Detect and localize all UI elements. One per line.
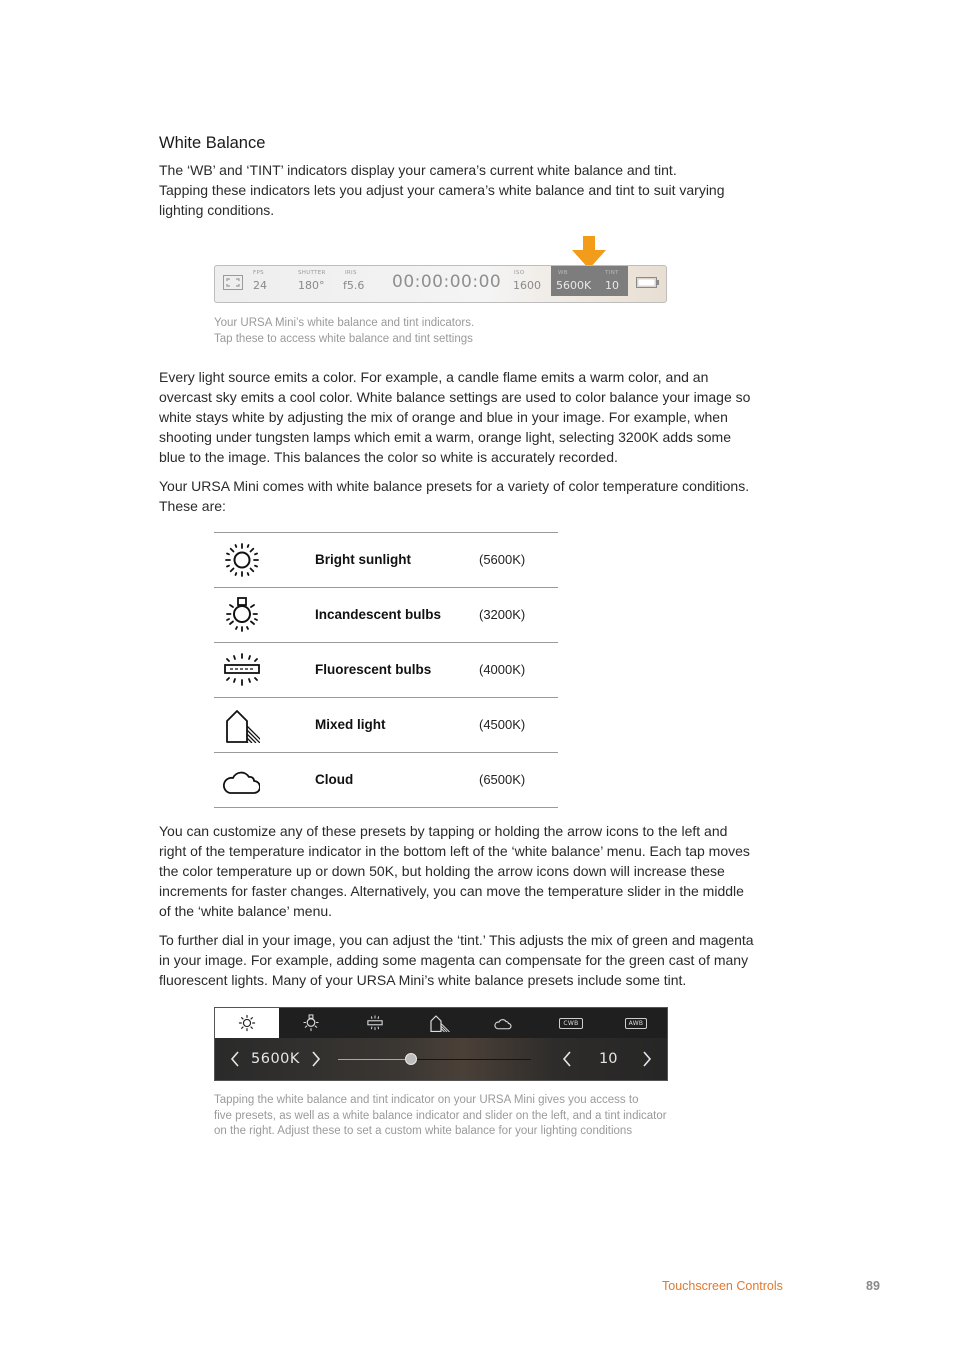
- paragraph-presets-intro: [159, 476, 749, 516]
- tint-value: 10: [599, 1051, 618, 1067]
- tab-cwb[interactable]: [539, 1008, 603, 1038]
- chevron-left-icon[interactable]: [562, 1051, 572, 1067]
- intro-line: lighting conditions.: [159, 202, 275, 218]
- tab-bright-sunlight[interactable]: [215, 1008, 279, 1038]
- tint-label: TINT: [605, 270, 619, 276]
- awb-label: AWB: [625, 1018, 648, 1029]
- caption-line: on the right. Adjust these to set a custom white balance for your lighting conditions: [214, 1125, 633, 1137]
- fps-label: FPS: [253, 270, 264, 276]
- paragraph-line: Every light source emits a color. For example, a candle flame emits a warm color, and an: [159, 369, 709, 385]
- sun-icon: [222, 542, 260, 578]
- tab-incandescent[interactable]: [279, 1008, 343, 1038]
- camera-status-bar: [214, 265, 667, 303]
- battery-icon: [636, 277, 660, 288]
- fluorescent-icon: [365, 1015, 385, 1031]
- chevron-right-icon[interactable]: [642, 1051, 652, 1067]
- paragraph-customize: [159, 821, 750, 921]
- bulb-icon: [222, 597, 260, 633]
- preset-row: [214, 588, 558, 643]
- iso-value[interactable]: 1600: [513, 279, 541, 292]
- paragraph-line: Your URSA Mini comes with white balance presets for a variety of color temperature conditions.: [159, 478, 750, 494]
- mixed-light-icon: [222, 707, 260, 743]
- paragraph-line: the color temperature up or down 50K, but holding the arrow icons down will increase these: [159, 863, 725, 879]
- preset-row: [214, 698, 558, 753]
- preset-name: Cloud: [315, 772, 354, 787]
- timecode: 00:00:00:00: [392, 272, 502, 292]
- chevron-right-icon[interactable]: [311, 1051, 321, 1067]
- intro-line: The ‘WB’ and ‘TINT’ indicators display your camera’s current white balance and tint.: [159, 162, 677, 178]
- intro-line: Tapping these indicators lets you adjust your camera’s white balance and tint to suit varying: [159, 182, 725, 198]
- wb-controls: [215, 1038, 667, 1080]
- caption-status-bar: [214, 316, 474, 347]
- footer-section-name: Touchscreen Controls: [662, 1279, 783, 1293]
- preset-temperature: (4500K): [479, 717, 526, 732]
- white-balance-menu: [214, 1007, 668, 1081]
- preset-tabs: [215, 1008, 667, 1038]
- paragraph-line: in your image. For example, adding some magenta can compensate for the green cast of many: [159, 952, 749, 968]
- preset-row: [214, 753, 558, 808]
- paragraph-line: shooting under tungsten lamps which emit a warm, orange light, selecting 3200K adds some: [159, 429, 731, 445]
- preset-row: [214, 533, 558, 588]
- wb-value: 5600K: [556, 279, 592, 292]
- preset-name: Mixed light: [315, 717, 386, 732]
- chevron-left-icon[interactable]: [230, 1051, 240, 1067]
- caption-line: Tapping the white balance and tint indicator on your URSA Mini gives you access to: [214, 1094, 639, 1106]
- tab-awb[interactable]: [604, 1008, 668, 1038]
- paragraph-line: These are:: [159, 498, 226, 514]
- preset-temperature: (3200K): [479, 607, 526, 622]
- paragraph-line: blue to the image. This balances the color so white is accurately recorded.: [159, 449, 618, 465]
- paragraph-line: fluorescent lights. Many of your URSA Mini’s white balance presets include some tint.: [159, 972, 687, 988]
- caption-line: Tap these to access white balance and tint settings: [214, 332, 473, 345]
- iso-label: ISO: [514, 270, 525, 276]
- intro-paragraph: [159, 160, 725, 220]
- slider-handle[interactable]: [405, 1053, 417, 1065]
- wb-tint-indicator[interactable]: [551, 266, 628, 296]
- tab-fluorescent[interactable]: [343, 1008, 407, 1038]
- paragraph-line: overcast sky emits a cool color. White balance settings are used to color balance your image so: [159, 389, 751, 405]
- sun-icon: [238, 1014, 256, 1032]
- paragraph-line: white stays white by adjusting the mix of orange and blue in your image. For example, when: [159, 409, 728, 425]
- cwb-label: CWB: [559, 1018, 582, 1029]
- temperature-slider[interactable]: [338, 1059, 531, 1060]
- temperature-value: 5600K: [251, 1051, 300, 1067]
- iris-value[interactable]: f5.6: [343, 279, 365, 292]
- preset-temperature: (6500K): [479, 772, 526, 787]
- iris-label: IRIS: [345, 270, 357, 276]
- page-number: 89: [866, 1279, 880, 1293]
- paragraph-line: right of the temperature indicator in the bottom left of the ‘white balance’ menu. Each tap moves: [159, 843, 750, 859]
- fluorescent-icon: [222, 652, 260, 688]
- shutter-value[interactable]: 180°: [298, 279, 325, 292]
- preset-row: [214, 643, 558, 698]
- caption-line: five presets, as well as a white balance indicator and slider on the left, and a tint indicator: [214, 1109, 667, 1122]
- caption-wb-menu: [214, 1093, 667, 1140]
- paragraph-line: of the ‘white balance’ menu.: [159, 903, 333, 919]
- fps-value[interactable]: 24: [253, 279, 267, 292]
- section-title: White Balance: [159, 134, 266, 152]
- cloud-icon: [492, 1015, 514, 1031]
- fullscreen-icon[interactable]: [223, 275, 243, 290]
- preset-name: Bright sunlight: [315, 552, 411, 567]
- tint-value: 10: [605, 279, 619, 292]
- preset-name: Fluorescent bulbs: [315, 662, 432, 677]
- paragraph-light-sources: [159, 367, 750, 467]
- paragraph-line: To further dial in your image, you can adjust the ‘tint.’ This adjusts the mix of green and magenta: [159, 932, 754, 948]
- slider-track-fill: [338, 1059, 411, 1060]
- preset-temperature: (5600K): [479, 552, 526, 567]
- tab-mixed-light[interactable]: [407, 1008, 471, 1038]
- presets-table: [214, 532, 558, 808]
- slider-track: [411, 1059, 531, 1060]
- paragraph-line: You can customize any of these presets by tapping or holding the arrow icons to the left and: [159, 823, 728, 839]
- preset-name: Incandescent bulbs: [315, 607, 442, 622]
- wb-label: WB: [558, 270, 568, 276]
- mixed-light-icon: [428, 1014, 450, 1032]
- preset-temperature: (4000K): [479, 662, 526, 677]
- paragraph-line: increments for faster changes. Alternatively, you can move the temperature slider in the middle: [159, 883, 744, 899]
- tab-cloud[interactable]: [471, 1008, 535, 1038]
- paragraph-tint: [159, 930, 754, 990]
- caption-line: Your URSA Mini’s white balance and tint indicators.: [214, 317, 475, 329]
- shutter-label: SHUTTER: [298, 270, 326, 276]
- cloud-icon: [222, 762, 260, 798]
- bulb-icon: [302, 1014, 320, 1032]
